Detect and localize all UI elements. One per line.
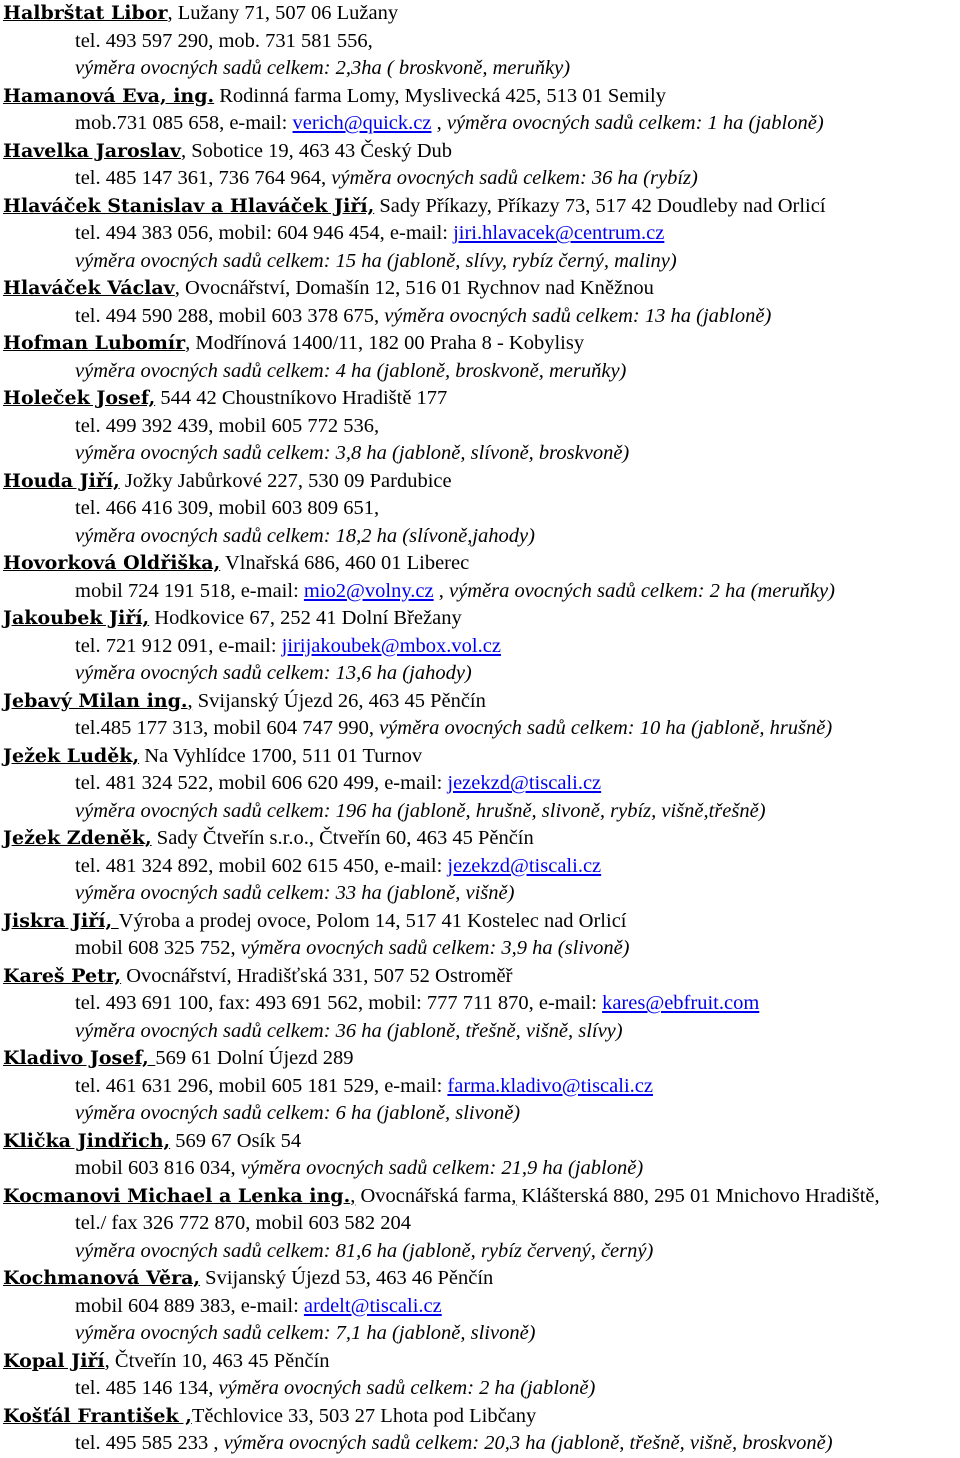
orchard-area-text: výměra ovocných sadů celkem: 13,6 ha (jahody) xyxy=(75,662,472,684)
text-segment: Ovocnářství, Hradišťská 331, 507 52 Ostroměř xyxy=(121,964,513,987)
text-segment: 569 61 Dolní Újezd 289 xyxy=(155,1047,354,1069)
entry-detail-line xyxy=(3,495,960,523)
contact-name: Hovorková Oldřiška, xyxy=(3,552,221,574)
text-segment: 569 67 Osík 54 xyxy=(170,1129,302,1152)
entry-name-line xyxy=(3,743,960,771)
orchard-area-text: výměra ovocných sadů celkem: 7,1 ha (jabloně, slivoně) xyxy=(75,1322,536,1344)
entry-name-line xyxy=(3,1265,960,1293)
contact-name: Hamanová Eva, ing. xyxy=(3,84,215,107)
text-segment: tel. 481 324 892, mobil 602 615 450, e-mail: xyxy=(75,854,448,877)
contact-name: Kocmanovi Michael a Lenka ing. xyxy=(3,1184,351,1207)
entry-detail-line xyxy=(3,1100,960,1128)
text-segment: Sady Příkazy, Příkazy 73, 517 42 Doudleby nad Orlicí xyxy=(374,194,826,217)
entry-name-line xyxy=(3,138,960,166)
entry-detail-line xyxy=(3,578,960,606)
orchard-area-text: výměra ovocných sadů celkem: 81,6 ha (jabloně, rybíz červený, černý) xyxy=(75,1239,654,1262)
text-segment: , Ovocnářství, Domašín 12, 516 01 Rychnov nad Kněžnou xyxy=(174,277,654,299)
orchard-area-text: výměra ovocných sadů celkem: 2 ha (meruňky) xyxy=(449,579,835,602)
contact-name: Jakoubek Jiří, xyxy=(3,607,150,629)
contact-name: Kareš Petr, xyxy=(3,964,122,987)
contact-name: Halbrštat Libor xyxy=(3,2,168,24)
text-segment: tel./ fax 326 772 870, mobil 603 582 204 xyxy=(75,1212,411,1234)
entry-name-line xyxy=(3,825,960,853)
text-segment: , Lužany 71, 507 06 Lužany xyxy=(167,2,399,24)
email-link[interactable]: kares@ebfruit.com xyxy=(602,992,760,1014)
entry-detail-line xyxy=(3,715,960,743)
entry-name-line xyxy=(3,908,960,936)
orchard-area-text: výměra ovocných sadů celkem: 36 ha (rybíz) xyxy=(331,167,698,189)
entry-detail-line xyxy=(3,523,960,551)
entry-detail-line xyxy=(3,303,960,331)
orchard-area-text: výměra ovocných sadů celkem: 33 ha (jabloně, višně) xyxy=(75,882,515,904)
contact-name: Košťál František , xyxy=(3,1404,192,1427)
text-segment: mobil 724 191 518, e-mail: xyxy=(75,579,304,602)
entry-name-line xyxy=(3,1183,960,1211)
contact-name: Jebavý Milan ing. xyxy=(3,689,188,712)
orchard-area-text: výměra ovocných sadů celkem: 15 ha (jabloně, slívy, rybíz černý, maliny) xyxy=(75,249,677,272)
email-link[interactable]: farma.kladivo@tiscali.cz xyxy=(447,1074,653,1097)
entry-detail-line xyxy=(3,1210,960,1238)
text-segment: tel. 466 416 309, mobil 603 809 651, xyxy=(75,497,380,519)
text-segment: Vlnařská 686, 460 01 Liberec xyxy=(220,552,470,574)
text-segment: Klášterská 880, 295 01 Mnichovo Hradiště, xyxy=(516,1184,880,1207)
contact-name: Hofman Lubomír xyxy=(3,332,186,354)
contact-name: Havelka Jaroslav xyxy=(3,139,181,162)
text-segment: mob.731 085 658, e-mail: xyxy=(75,112,293,134)
email-link[interactable]: jiri.hlavacek@centrum.cz xyxy=(453,222,665,244)
entry-detail-line xyxy=(3,1018,960,1046)
orchard-area-text: výměra ovocných sadů celkem: 10 ha (jabloně, hrušně) xyxy=(379,717,833,739)
entry-detail-line xyxy=(3,413,960,441)
text-segment: , Čtveřín 10, 463 45 Pěnčín xyxy=(104,1349,330,1372)
entry-detail-line xyxy=(3,110,960,138)
entry-name-line xyxy=(3,1348,960,1376)
entry-detail-line xyxy=(3,1073,960,1101)
contact-name: Kopal Jiří xyxy=(3,1349,105,1372)
orchard-area-text: výměra ovocných sadů celkem: 13 ha (jabloně) xyxy=(384,304,772,327)
orchard-area-text: výměra ovocných sadů celkem: 3,9 ha (slivoně) xyxy=(240,937,630,959)
orchard-area-text: výměra ovocných sadů celkem: 36 ha (jabloně, třešně, višně, slívy) xyxy=(75,1019,623,1042)
entry-detail-line xyxy=(3,220,960,248)
entry-name-line xyxy=(3,550,960,578)
text-segment: tel. 485 146 134, xyxy=(75,1377,219,1399)
entry-detail-line xyxy=(3,1375,960,1403)
entry-detail-line xyxy=(3,935,960,963)
contact-name: Hlaváček Stanislav a Hlaváček Jiří, xyxy=(3,194,375,217)
orchard-area-text: výměra ovocných sadů celkem: 18,2 ha (slívoně,jahody) xyxy=(75,524,535,547)
text-segment: tel. 494 383 056, mobil: 604 946 454, e-mail: xyxy=(75,222,454,244)
email-link[interactable]: mio2@volny.cz xyxy=(303,579,434,602)
text-segment: tel. 495 585 233 , xyxy=(75,1432,224,1454)
entry-name-line xyxy=(3,83,960,111)
orchard-area-text: výměra ovocných sadů celkem: 3,8 ha (jabloně, slívoně, broskvoně) xyxy=(75,442,630,464)
contact-name: Kladivo Josef, xyxy=(3,1047,156,1069)
contact-name: Holeček Josef, xyxy=(3,387,156,409)
text-segment: Svijanský Újezd 26, 463 45 Pěnčín xyxy=(192,689,486,712)
text-segment: , xyxy=(187,689,193,712)
contact-name: Hlaváček Václav xyxy=(3,277,175,299)
orchard-area-text: výměra ovocných sadů celkem: 4 ha (jabloně, broskvoně, meruňky) xyxy=(75,359,627,382)
text-segment: mobil 604 889 383, e-mail: xyxy=(75,1294,304,1317)
text-segment: , xyxy=(511,1184,517,1207)
text-segment: Na Vyhlídce 1700, 511 01 Turnov xyxy=(139,744,423,767)
entry-name-line xyxy=(3,605,960,633)
entry-detail-line xyxy=(3,660,960,688)
entry-name-line xyxy=(3,1045,960,1073)
text-segment: 544 42 Choustníkovo Hradiště 177 xyxy=(155,387,448,409)
entry-detail-line xyxy=(3,248,960,276)
entry-detail-line xyxy=(3,633,960,661)
contact-name: Jiskra Jiří, xyxy=(3,909,119,932)
entry-name-line xyxy=(3,193,960,221)
text-segment: Svijanský Újezd 53, 463 46 Pěnčín xyxy=(200,1267,494,1289)
orchard-area-text: výměra ovocných sadů celkem: 196 ha (jabloně, hrušně, slivoně, rybíz, višně,třešně) xyxy=(75,799,766,822)
text-segment: tel. 481 324 522, mobil 606 620 499, e-mail: xyxy=(75,772,448,794)
entry-detail-line xyxy=(3,798,960,826)
entry-detail-line xyxy=(3,990,960,1018)
entry-detail-line xyxy=(3,28,960,56)
text-segment: mobil 603 816 034, xyxy=(75,1157,241,1179)
entry-name-line xyxy=(3,688,960,716)
text-segment: , Sobotice 19, 463 43 Český Dub xyxy=(180,139,452,162)
text-segment: Výroba a prodej ovoce, Polom 14, 517 41 Kostelec nad Orlicí xyxy=(118,909,627,932)
text-segment: tel. 494 590 288, mobil 603 378 675, xyxy=(75,304,385,327)
text-segment: tel. 721 912 091, e-mail: xyxy=(75,634,282,657)
entry-detail-line xyxy=(3,1155,960,1183)
email-link[interactable]: verich@quick.cz xyxy=(292,112,432,134)
entry-detail-line xyxy=(3,1430,960,1458)
entry-detail-line xyxy=(3,440,960,468)
text-segment: tel. 499 392 439, mobil 605 772 536, xyxy=(75,414,380,437)
orchard-area-text: výměra ovocných sadů celkem: 1 ha (jabloně) xyxy=(446,112,824,134)
entry-detail-line xyxy=(3,55,960,83)
text-segment: Hodkovice 67, 252 41 Dolní Břežany xyxy=(149,607,462,629)
entry-detail-line xyxy=(3,770,960,798)
entry-name-line xyxy=(3,963,960,991)
email-link[interactable]: jirijakoubek@mbox.vol.cz xyxy=(281,634,501,657)
entry-detail-line xyxy=(3,880,960,908)
contact-name: Kochmanová Věra, xyxy=(3,1267,201,1289)
entry-name-line xyxy=(3,385,960,413)
text-segment: tel. 461 631 296, mobil 605 181 529, e-mail: xyxy=(75,1074,448,1097)
text-segment: Jožky Jabůrkové 227, 530 09 Pardubice xyxy=(119,469,452,492)
entry-name-line xyxy=(3,468,960,496)
entry-name-line xyxy=(3,1128,960,1156)
email-link[interactable]: jezekzd@tiscali.cz xyxy=(447,772,602,794)
text-segment: Ovocnářská farma xyxy=(355,1184,512,1207)
text-segment: tel. 493 597 290, mob. 731 581 556, xyxy=(75,29,373,52)
text-segment: tel.485 177 313, mobil 604 747 990, xyxy=(75,717,380,739)
entry-detail-line xyxy=(3,1238,960,1266)
entry-name-line xyxy=(3,330,960,358)
entry-detail-line xyxy=(3,1293,960,1321)
entry-detail-line xyxy=(3,853,960,881)
email-link[interactable]: jezekzd@tiscali.cz xyxy=(447,854,602,877)
entry-detail-line xyxy=(3,165,960,193)
entry-name-line xyxy=(3,1403,960,1431)
contact-name: Houda Jiří, xyxy=(3,469,120,492)
text-segment: , xyxy=(431,112,447,134)
orchard-area-text: výměra ovocných sadů celkem: 2 ha (jabloně) xyxy=(218,1377,596,1399)
text-segment: , xyxy=(350,1184,356,1207)
contact-name: Klička Jindřich, xyxy=(3,1129,171,1152)
text-segment: Rodinná farma Lomy, Myslivecká 425, 513 01 Semily xyxy=(214,84,667,107)
text-segment: mobil 608 325 752, xyxy=(75,937,241,959)
orchard-area-text: výměra ovocných sadů celkem: 21,9 ha (jabloně) xyxy=(240,1157,644,1179)
text-segment: Sady Čtveřín s.r.o., Čtveřín 60, 463 45 Pěnčín xyxy=(151,827,534,849)
orchard-area-text: výměra ovocných sadů celkem: 20,3 ha (jabloně, třešně, višně, broskvoně) xyxy=(223,1432,833,1454)
orchard-area-text: výměra ovocných sadů celkem: 2,3ha ( broskvoně, meruňky) xyxy=(75,57,571,79)
orchard-area-text: výměra ovocných sadů celkem: 6 ha (jabloně, slivoně) xyxy=(75,1102,521,1124)
entry-name-line xyxy=(3,275,960,303)
contact-name: Ježek Luděk, xyxy=(3,744,140,767)
text-segment: , xyxy=(433,579,449,602)
contact-name: Ježek Zdeněk, xyxy=(3,827,152,849)
text-segment: tel. 493 691 100, fax: 493 691 562, mobil: 777 711 870, e-mail: xyxy=(75,992,603,1014)
text-segment: tel. 485 147 361, 736 764 964, xyxy=(75,167,332,189)
text-segment: , Modřínová 1400/11, 182 00 Praha 8 - Kobylisy xyxy=(185,332,585,354)
entry-name-line xyxy=(3,0,960,28)
entry-detail-line xyxy=(3,358,960,386)
entry-detail-line xyxy=(3,1320,960,1348)
text-segment: Těchlovice 33, 503 27 Lhota pod Libčany xyxy=(191,1404,537,1427)
email-link[interactable]: ardelt@tiscali.cz xyxy=(303,1294,442,1317)
